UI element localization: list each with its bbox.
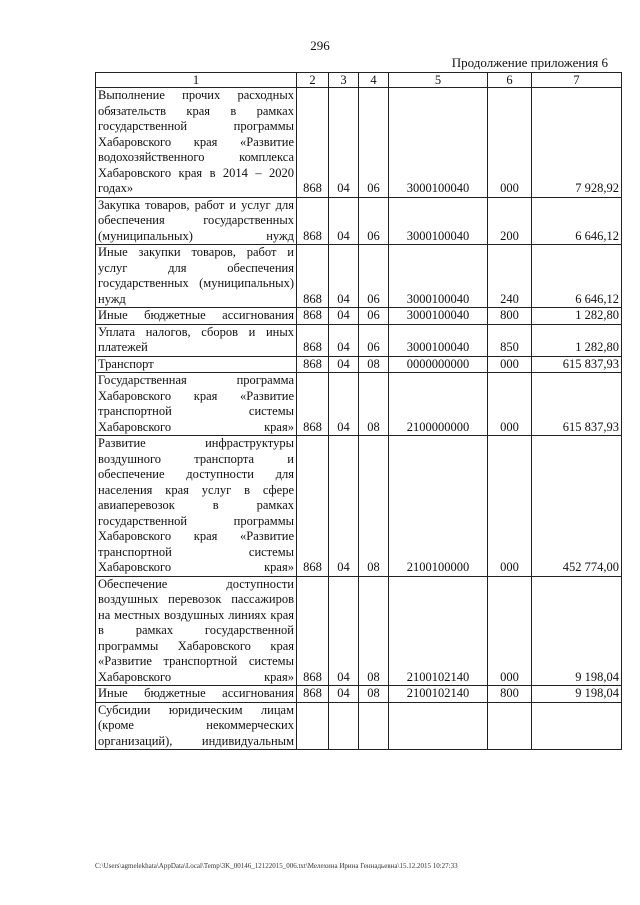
cell-section: 04 — [329, 245, 359, 308]
cell-amount: 7 928,92 — [532, 88, 622, 198]
cell-amount: 6 646,12 — [532, 245, 622, 308]
table-header-row — [96, 73, 622, 88]
column-header: 7 — [532, 73, 622, 88]
cell-expense-type: 240 — [488, 245, 532, 308]
table-row — [96, 245, 622, 308]
cell-section — [329, 702, 359, 750]
cell-ministry-code: 868 — [297, 324, 329, 356]
cell-expense-type: 000 — [488, 356, 532, 373]
row-description: Закупка товаров, работ и услуг для обеспечения государственных (муниципальных) нужд — [96, 197, 297, 245]
cell-expense-type: 800 — [488, 308, 532, 325]
cell-ministry-code — [297, 702, 329, 750]
cell-section: 04 — [329, 373, 359, 436]
row-description: Уплата налогов, сборов и иных платежей — [96, 324, 297, 356]
cell-target-article: 3000100040 — [389, 197, 488, 245]
table-row — [96, 576, 622, 686]
cell-ministry-code: 868 — [297, 356, 329, 373]
row-description: Обеспечение доступности воздушных перевозок пассажиров на местных воздушных линиях края в рамках государственной программы Хабаровского края «Развитие транспортной системы Хабаровского края» — [96, 576, 297, 686]
row-description: Субсидии юридическим лицам (кроме некоммерческих организаций), индивидуальным — [96, 702, 297, 750]
cell-subsection: 08 — [359, 576, 389, 686]
cell-target-article: 3000100040 — [389, 245, 488, 308]
cell-ministry-code: 868 — [297, 88, 329, 198]
cell-subsection — [359, 702, 389, 750]
cell-target-article: 0000000000 — [389, 356, 488, 373]
cell-subsection: 08 — [359, 356, 389, 373]
cell-ministry-code: 868 — [297, 197, 329, 245]
cell-amount: 615 837,93 — [532, 356, 622, 373]
table-row — [96, 686, 622, 703]
table-row — [96, 373, 622, 436]
row-description: Развитие инфраструктуры воздушного транспорта и обеспечение доступности для населения края услуг в сфере авиаперевозок в рамках государственной программы Хабаровского края «Развитие транспортной системы Хабаровского края» — [96, 436, 297, 577]
row-description: Государственная программа Хабаровского края «Развитие транспортной системы Хабаровского края» — [96, 373, 297, 436]
table-row — [96, 324, 622, 356]
cell-subsection: 08 — [359, 373, 389, 436]
cell-target-article: 2100000000 — [389, 373, 488, 436]
cell-subsection: 06 — [359, 245, 389, 308]
cell-section: 04 — [329, 324, 359, 356]
cell-ministry-code: 868 — [297, 576, 329, 686]
cell-subsection: 06 — [359, 308, 389, 325]
cell-expense-type: 850 — [488, 324, 532, 356]
cell-amount: 452 774,00 — [532, 436, 622, 577]
cell-subsection: 08 — [359, 686, 389, 703]
cell-expense-type: 000 — [488, 436, 532, 577]
cell-amount: 6 646,12 — [532, 197, 622, 245]
table-row — [96, 197, 622, 245]
cell-subsection: 08 — [359, 436, 389, 577]
cell-amount: 9 198,04 — [532, 576, 622, 686]
cell-amount — [532, 702, 622, 750]
cell-subsection: 06 — [359, 324, 389, 356]
cell-amount: 615 837,93 — [532, 373, 622, 436]
cell-expense-type: 800 — [488, 686, 532, 703]
cell-expense-type: 000 — [488, 576, 532, 686]
cell-amount: 1 282,80 — [532, 308, 622, 325]
cell-section: 04 — [329, 308, 359, 325]
cell-target-article: 2100102140 — [389, 576, 488, 686]
page-number: 296 — [310, 38, 330, 53]
cell-section: 04 — [329, 576, 359, 686]
table-row — [96, 702, 622, 750]
table-row — [96, 436, 622, 577]
table-row — [96, 308, 622, 325]
column-header: 4 — [359, 73, 389, 88]
cell-target-article: 2100102140 — [389, 686, 488, 703]
column-header: 1 — [96, 73, 297, 88]
cell-target-article: 2100100000 — [389, 436, 488, 577]
cell-ministry-code: 868 — [297, 373, 329, 436]
table-row — [96, 356, 622, 373]
row-description: Выполнение прочих расходных обязательств края в рамках государственной программы Хабаровского края «Развитие водохозяйственного комплекса Хабаровского края в 2014 – 2020 годах» — [96, 88, 297, 198]
column-header: 5 — [389, 73, 488, 88]
cell-expense-type: 200 — [488, 197, 532, 245]
column-header: 6 — [488, 73, 532, 88]
table-row — [96, 88, 622, 198]
column-header: 2 — [297, 73, 329, 88]
cell-section: 04 — [329, 686, 359, 703]
cell-section: 04 — [329, 436, 359, 577]
row-description: Иные закупки товаров, работ и услуг для обеспечения государственных (муниципальных) нужд — [96, 245, 297, 308]
cell-subsection: 06 — [359, 197, 389, 245]
column-header: 3 — [329, 73, 359, 88]
row-description: Иные бюджетные ассигнования — [96, 686, 297, 703]
cell-section: 04 — [329, 356, 359, 373]
cell-ministry-code: 868 — [297, 308, 329, 325]
cell-target-article — [389, 702, 488, 750]
cell-amount: 1 282,80 — [532, 324, 622, 356]
cell-subsection: 06 — [359, 88, 389, 198]
cell-amount: 9 198,04 — [532, 686, 622, 703]
cell-expense-type: 000 — [488, 88, 532, 198]
cell-target-article: 3000100040 — [389, 88, 488, 198]
cell-section: 04 — [329, 88, 359, 198]
footer-path: C:\Users\agmelekhata\AppData\Local\Temp\3K_00146_12122015_006.txt\Мелехина Ирина Геннадьевна\15.12.2015 10:27:33 — [95, 862, 458, 870]
cell-ministry-code: 868 — [297, 686, 329, 703]
cell-section: 04 — [329, 197, 359, 245]
cell-ministry-code: 868 — [297, 436, 329, 577]
budget-table — [95, 72, 622, 750]
cell-target-article: 3000100040 — [389, 324, 488, 356]
cell-expense-type — [488, 702, 532, 750]
cell-ministry-code: 868 — [297, 245, 329, 308]
row-description: Транспорт — [96, 356, 297, 373]
cell-target-article: 3000100040 — [389, 308, 488, 325]
cell-expense-type: 000 — [488, 373, 532, 436]
continuation-label: Продолжение приложения 6 — [451, 55, 608, 70]
row-description: Иные бюджетные ассигнования — [96, 308, 297, 325]
